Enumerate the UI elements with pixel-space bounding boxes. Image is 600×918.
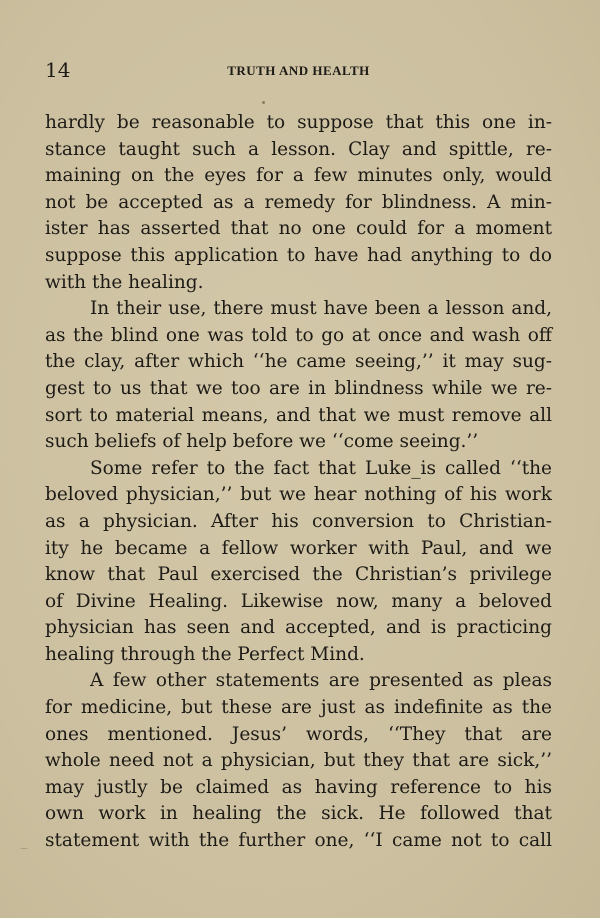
scan-speck <box>20 848 28 849</box>
text-line: may justly be claimed as having reference to his <box>45 776 552 798</box>
text-line: sort to material means, and that we must remove all <box>45 404 552 426</box>
text-line: know that Paul exercised the Christian’s privilege <box>45 564 552 586</box>
text-line: for medicine, but these are just as indefinite as the <box>45 697 552 719</box>
text-line: physician has seen and accepted, and is practicing <box>45 617 552 639</box>
text-line: whole need not a physician, but they that are sick,’’ <box>45 750 552 772</box>
text-line: In their use, there must have been a lesson and, <box>90 298 552 320</box>
text-line: as a physician. After his conversion to Christian- <box>45 510 552 532</box>
text-line: own work in healing the sick. He followed that <box>45 803 552 825</box>
text-line: ones mentioned. Jesus’ words, ‘‘They that are <box>45 723 552 745</box>
text-line: healing through the Perfect Mind. <box>45 643 365 665</box>
paragraph <box>45 668 552 854</box>
text-line: ity he became a fellow worker with Paul, and we <box>45 537 552 559</box>
text-line: such beliefs of help before we ‘‘come seeing.’’ <box>45 431 479 453</box>
text-line: not be accepted as a remedy for blindness. A min- <box>45 191 552 213</box>
scan-speck <box>262 101 265 104</box>
text-line: the clay, after which ‘‘he came seeing,’’ it may sug- <box>45 351 552 373</box>
running-title: TRUTH AND HEALTH <box>227 63 370 78</box>
text-line: A few other statements are presented as pleas <box>90 670 552 692</box>
text-line: as the blind one was told to go at once and wash off <box>45 324 552 346</box>
text-line: Some refer to the fact that Luke_is called ‘‘the <box>90 457 552 479</box>
paragraph <box>45 110 552 296</box>
page-body <box>45 110 552 855</box>
page-number: 14 <box>45 58 71 82</box>
page-header <box>45 58 552 88</box>
text-line: statement with the further one, ‘‘I came not to call <box>45 830 552 852</box>
text-line: suppose this application to have had anything to do <box>45 244 552 266</box>
text-line: with the healing. <box>45 271 204 293</box>
text-line: stance taught such a lesson. Clay and spittle, re- <box>45 138 552 160</box>
paragraph <box>45 296 552 456</box>
text-line: maining on the eyes for a few minutes only, would <box>45 165 552 187</box>
paragraph <box>45 456 552 669</box>
text-line: of Divine Healing. Likewise now, many a beloved <box>45 590 552 612</box>
text-line: ister has asserted that no one could for a moment <box>45 218 552 240</box>
text-line: gest to us that we too are in blindness while we re- <box>45 377 552 399</box>
text-line: beloved physician,’’ but we hear nothing of his work <box>45 484 552 506</box>
text-line: hardly be reasonable to suppose that this one in- <box>45 112 552 133</box>
